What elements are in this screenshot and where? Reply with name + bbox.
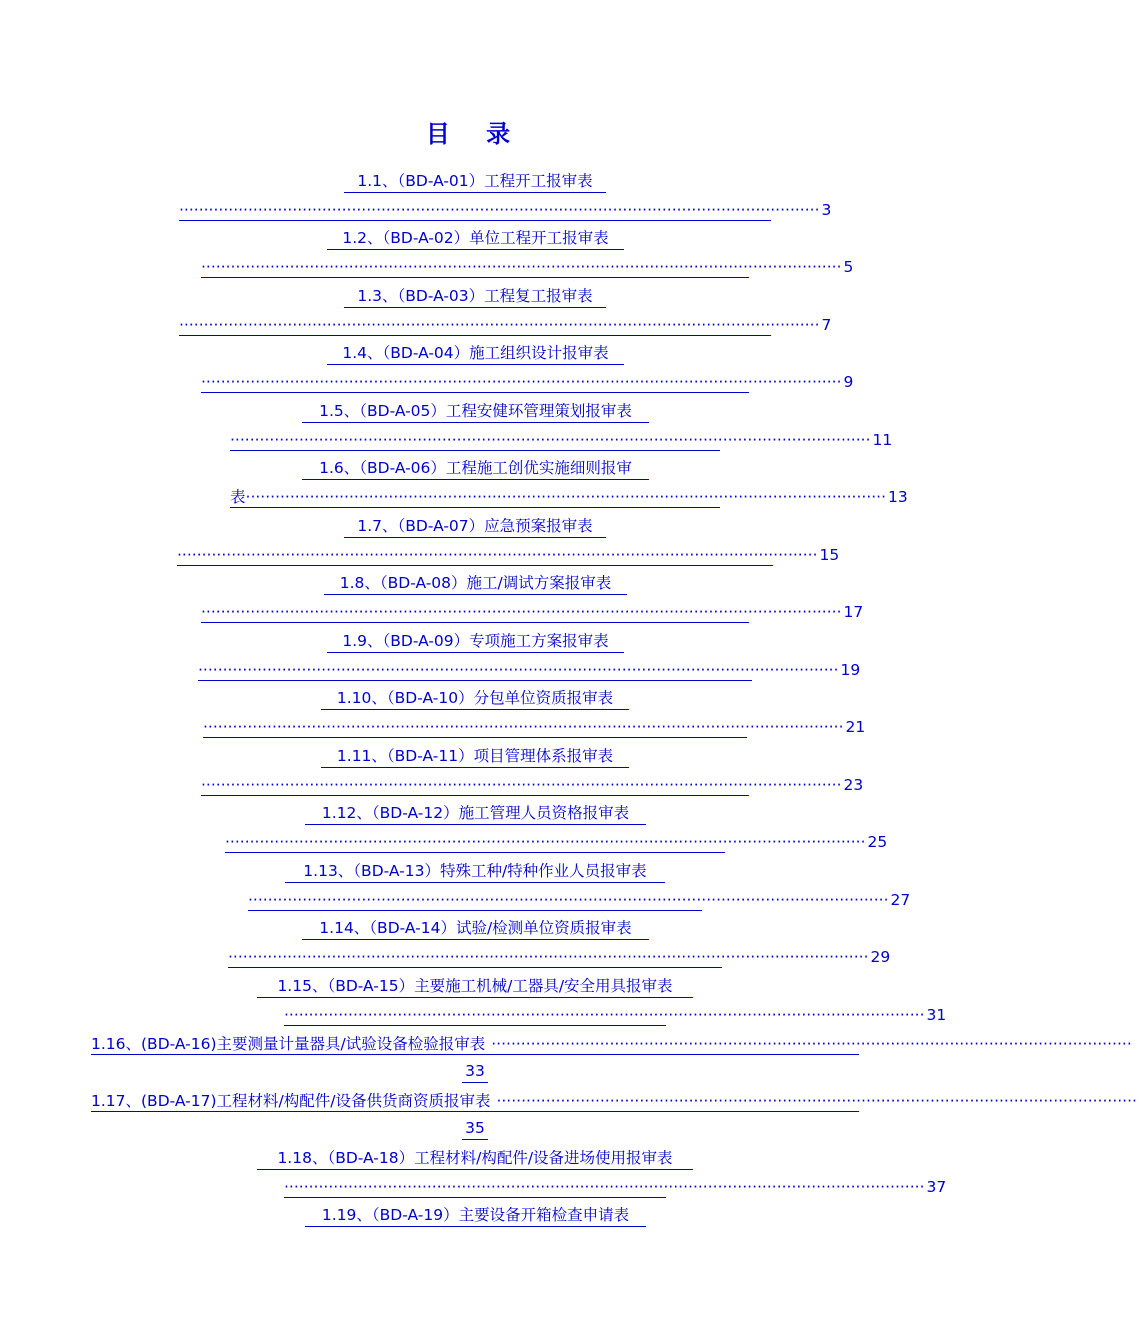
dot-leader: ·································································································································· bbox=[228, 948, 869, 966]
toc-entry-1-16-label: 1.16、(BD-A-16)主要测量计量器具/试验设备检验报审表 bbox=[91, 1035, 486, 1053]
toc-leader-1-13[interactable] bbox=[248, 889, 911, 911]
dot-leader: ·································································································································· bbox=[201, 776, 842, 794]
toc-entry-1-8[interactable]: 1.8、（BD-A-08）施工/调试方案报审表 bbox=[324, 573, 627, 595]
toc-page-1-16[interactable]: 33 bbox=[462, 1061, 488, 1083]
toc-leader-1-5[interactable] bbox=[230, 429, 893, 451]
dot-leader: ·································································································································· bbox=[201, 373, 842, 391]
toc-leader-1-18[interactable] bbox=[284, 1176, 947, 1198]
toc-page-1-14: 29 bbox=[870, 948, 891, 966]
toc-entry-1-4[interactable]: 1.4、（BD-A-04）施工组织设计报审表 bbox=[327, 343, 624, 365]
toc-page-1-18: 37 bbox=[926, 1178, 947, 1196]
toc-page-1-13: 27 bbox=[890, 891, 911, 909]
toc-page-1-2: 5 bbox=[843, 258, 854, 276]
toc-leader-1-6[interactable] bbox=[230, 486, 908, 508]
toc-page-1-11: 23 bbox=[843, 776, 864, 794]
toc-entry-1-5[interactable]: 1.5、（BD-A-05）工程安健环管理策划报审表 bbox=[302, 401, 649, 423]
dot-leader: ·································································································································· bbox=[496, 1092, 1137, 1110]
toc-page-1-6: 13 bbox=[888, 488, 908, 506]
toc-page-1-15: 31 bbox=[926, 1006, 947, 1024]
toc-entry-1-10[interactable]: 1.10、（BD-A-10）分包单位资质报审表 bbox=[321, 688, 629, 710]
toc-entry-1-19[interactable]: 1.19、（BD-A-19）主要设备开箱检查申请表 bbox=[305, 1205, 646, 1227]
toc-leader-1-3[interactable] bbox=[179, 314, 832, 336]
toc-title: 目 录 bbox=[425, 120, 525, 148]
toc-entry-1-9[interactable]: 1.9、（BD-A-09）专项施工方案报审表 bbox=[327, 631, 624, 653]
toc-page-1-12: 25 bbox=[867, 833, 888, 851]
toc-entry-1-17[interactable] bbox=[91, 1090, 1137, 1112]
toc-entry-1-18[interactable]: 1.18、（BD-A-18）工程材料/构配件/设备进场使用报审表 bbox=[257, 1148, 693, 1170]
toc-entry-1-12[interactable]: 1.12、（BD-A-12）施工管理人员资格报审表 bbox=[305, 803, 646, 825]
toc-leader-1-15[interactable] bbox=[284, 1004, 947, 1026]
toc-page-1-4: 9 bbox=[843, 373, 854, 391]
toc-page-1-3: 7 bbox=[821, 316, 832, 334]
toc-page-1-1: 3 bbox=[821, 201, 832, 219]
toc-leader-1-10[interactable] bbox=[203, 716, 866, 738]
toc-page-1-10: 21 bbox=[845, 718, 866, 736]
toc-leader-1-1[interactable] bbox=[179, 199, 832, 221]
toc-entry-1-3[interactable]: 1.3、（BD-A-03）工程复工报审表 bbox=[344, 286, 606, 308]
toc-leader-1-9[interactable] bbox=[198, 659, 861, 681]
toc-entry-1-6-cont: 表 bbox=[230, 488, 246, 506]
dot-leader: ·································································································································· bbox=[491, 1035, 1132, 1053]
dot-leader: ·································································································································· bbox=[248, 891, 889, 909]
toc-entry-1-7[interactable]: 1.7、（BD-A-07）应急预案报审表 bbox=[344, 516, 606, 538]
toc-leader-1-8[interactable] bbox=[201, 601, 864, 623]
dot-leader: ·································································································································· bbox=[284, 1178, 925, 1196]
toc-leader-1-14[interactable] bbox=[228, 946, 891, 968]
toc-entry-1-14[interactable]: 1.14、（BD-A-14）试验/检测单位资质报审表 bbox=[302, 918, 649, 940]
toc-entry-1-16[interactable] bbox=[91, 1033, 1132, 1055]
toc-page-1-8: 17 bbox=[843, 603, 864, 621]
toc-entry-1-13[interactable]: 1.13、（BD-A-13）特殊工种/特种作业人员报审表 bbox=[285, 861, 665, 883]
dot-leader: ·································································································································· bbox=[201, 258, 842, 276]
toc-entry-1-1[interactable]: 1.1、（BD-A-01）工程开工报审表 bbox=[344, 171, 606, 193]
dot-leader: ·································································································································· bbox=[201, 603, 842, 621]
toc-entry-1-11[interactable]: 1.11、（BD-A-11）项目管理体系报审表 bbox=[321, 746, 629, 768]
dot-leader: ·································································································································· bbox=[225, 833, 866, 851]
toc-leader-1-4[interactable] bbox=[201, 371, 854, 393]
toc-page-1-7: 15 bbox=[819, 546, 840, 564]
toc-leader-1-2[interactable] bbox=[201, 256, 854, 278]
dot-leader: ·································································································································· bbox=[245, 488, 887, 506]
toc-entry-1-6[interactable]: 1.6、（BD-A-06）工程施工创优实施细则报审 bbox=[302, 458, 649, 480]
toc-page-1-17[interactable]: 35 bbox=[462, 1118, 488, 1140]
toc-entry-1-2[interactable]: 1.2、（BD-A-02）单位工程开工报审表 bbox=[327, 228, 624, 250]
dot-leader: ·································································································································· bbox=[284, 1006, 925, 1024]
dot-leader: ·································································································································· bbox=[177, 546, 818, 564]
toc-entry-1-15[interactable]: 1.15、（BD-A-15）主要施工机械/工器具/安全用具报审表 bbox=[257, 976, 693, 998]
toc-leader-1-11[interactable] bbox=[201, 774, 864, 796]
toc-entry-1-17-label: 1.17、(BD-A-17)工程材料/构配件/设备供货商资质报审表 bbox=[91, 1092, 491, 1110]
toc-page-1-5: 11 bbox=[872, 431, 893, 449]
dot-leader: ·································································································································· bbox=[203, 718, 844, 736]
dot-leader: ·································································································································· bbox=[179, 201, 820, 219]
dot-leader: ·································································································································· bbox=[198, 661, 839, 679]
toc-leader-1-7[interactable] bbox=[177, 544, 840, 566]
toc-leader-1-12[interactable] bbox=[225, 831, 888, 853]
dot-leader: ·································································································································· bbox=[179, 316, 820, 334]
toc-page-1-9: 19 bbox=[840, 661, 861, 679]
dot-leader: ·································································································································· bbox=[230, 431, 871, 449]
